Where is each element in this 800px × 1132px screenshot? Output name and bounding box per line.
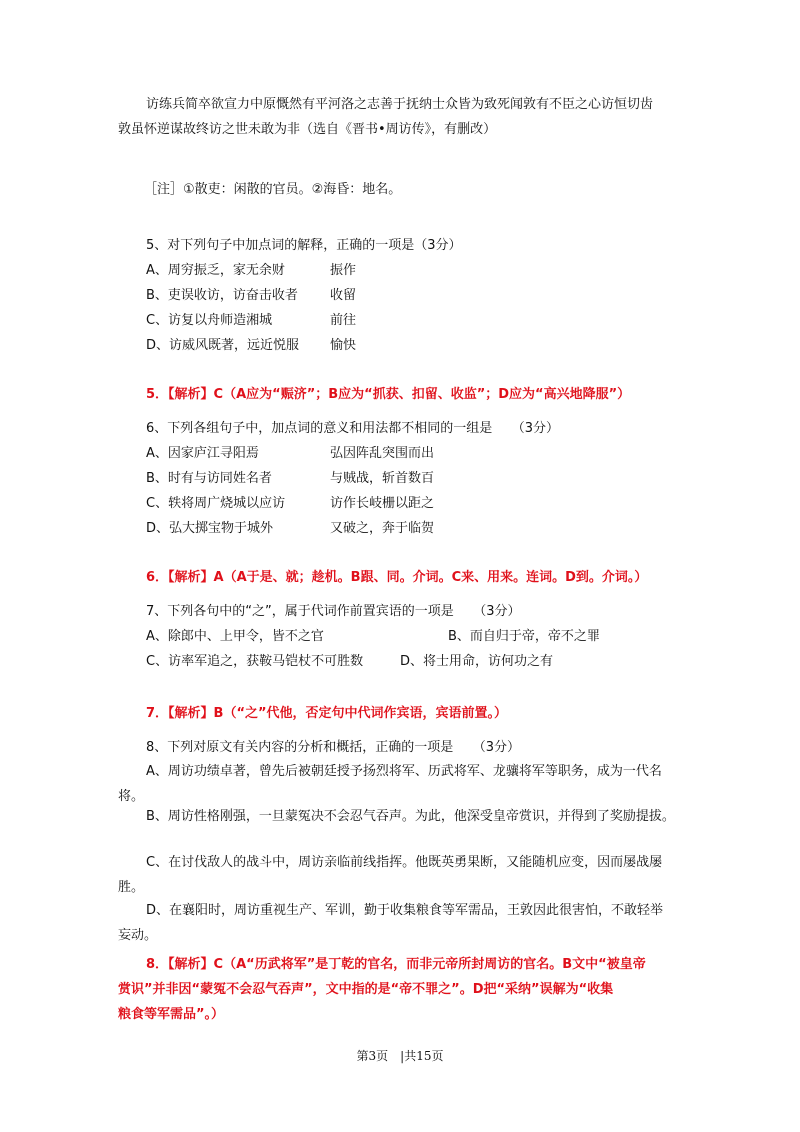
option-row: B、时有与访同姓名者 与贼战，斩首数百 (146, 471, 435, 486)
option-row: A、因家庐江寻阳焉 弘因阵乱突围而出 (146, 446, 435, 461)
question-8-option-a: A、周访功绩卓著，曾先后被朝廷授予扬烈将军、历武将军、龙骧将军等职务，成为一代名 将。 (118, 764, 662, 804)
answer-analysis-6: 6．【解析】A（A于是、就；趁机。B跟、同。介词。C来、用来。连词。D到。介词。） (146, 570, 648, 585)
option-row: C、访复以舟师造湘城 前往 (146, 313, 357, 328)
question-stem: 6、下列各组句子中，加点词的意义和用法都不相同的一组是 （3分） (146, 421, 560, 436)
answer-analysis-5: 5．【解析】C（A应为“赈济”；B应为“抓获、扣留、收监”；D应为“高兴地降服”） (146, 387, 631, 402)
answer-analysis-8: 8．【解析】C（A“历武将军”是丁乾的官名，而非元帝所封周访的官名。B文中“被皇帝 赏识”并非因“蒙冤不会忍气吞声”，文中指的是“帝不罪之”。D把“采纳”误解为“收集 粮食等军需品”。） (118, 957, 646, 1022)
question-7 (146, 599, 720, 674)
question-8-option-b: B、周访性格刚强，一旦蒙冤决不会忍气吞声。为此，他深受皇帝赏识，并得到了奖励提拔。 (146, 809, 675, 824)
passage-line: 敦虽怀逆谋故终访之世未敢为非（选自《晋书•周访传》，有删改） (118, 122, 497, 137)
option-row: D、访威风既著，远近悦服 愉快 (146, 338, 357, 353)
question-8-option-c: C、在讨伐敌人的战斗中，周访亲临前线指挥。他既英勇果断，又能随机应变，因而屡战屡 胜。 (118, 855, 663, 895)
question-stem: 5、对下列句子中加点词的解释，正确的一项是（3分） (146, 238, 462, 253)
question-6 (146, 416, 720, 541)
option-row: A、除郎中、上甲令，皆不之官 B、而自归于帝，帝不之罪 (146, 629, 600, 644)
answer-analysis-7: 7．【解析】B（“之”代他，否定句中代词作宾语，宾语前置。） (146, 706, 508, 721)
passage (118, 92, 692, 142)
question-stem: 7、下列各句中的“之”，属于代词作前置宾语的一项是 （3分） (146, 604, 521, 619)
option-row: D、弘大掷宝物于城外 又破之，奔于临贺 (146, 521, 435, 536)
question-8-option-d: D、在襄阳时，周访重视生产、军训，勤于收集粮食等军需品，王敦因此很害怕，不敢轻举 妄动。 (118, 903, 664, 943)
annotation-note: ［注］①散吏：闲散的官员。②海昏：地名。 (144, 182, 402, 197)
option-row: A、周穷振乏，家无余财 振作 (146, 263, 357, 278)
question-8-stem: 8、下列对原文有关内容的分析和概括，正确的一项是 （3分） (146, 740, 521, 755)
option-row: C、访率军追之，获鞍马铠杖不可胜数 D、将士用命，访何功之有 (146, 654, 554, 669)
option-row: B、吏误收访，访奋击收者 收留 (146, 288, 357, 303)
question-5 (146, 233, 720, 358)
option-row: C、轶将周广烧城以应访 访作长岐栅以距之 (146, 496, 435, 511)
passage-line: 访练兵简卒欲宣力中原慨然有平河洛之志善于抚纳士众皆为致死闻敦有不臣之心访恒切齿 (146, 97, 654, 112)
page-footer: 第3页 |共15页 (356, 1049, 444, 1063)
